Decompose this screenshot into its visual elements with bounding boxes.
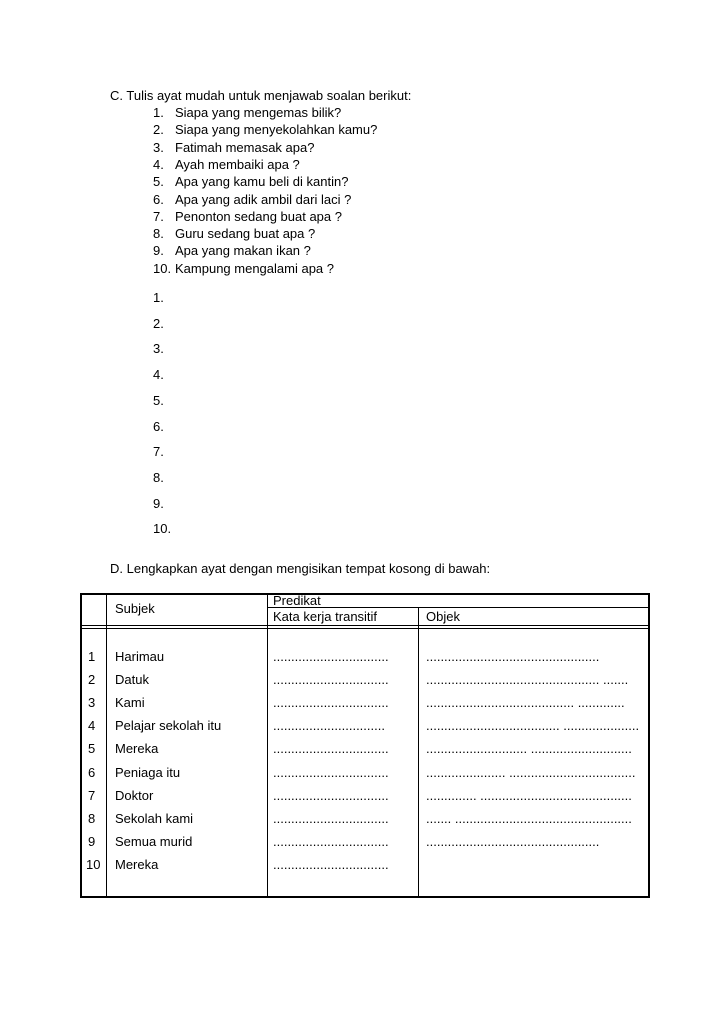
col-divider-num xyxy=(106,593,107,898)
question-text: Apa yang adik ambil dari laci ? xyxy=(175,192,352,207)
row-kata-kerja: ................................ xyxy=(273,834,389,849)
question-text: Siapa yang mengemas bilik? xyxy=(175,105,342,120)
row-objek: ................................................ ....... xyxy=(426,672,629,687)
row-subjek: Semua murid xyxy=(115,834,193,849)
row-kata-kerja: ................................ xyxy=(273,672,389,687)
question-number: 1. xyxy=(153,105,164,120)
question-number: 2. xyxy=(153,122,164,137)
row-objek: ....... ................................................. xyxy=(426,811,632,826)
row-kata-kerja: ................................ xyxy=(273,649,389,664)
section-c-title: C. Tulis ayat mudah untuk menjawab soalan berikut: xyxy=(110,88,412,103)
header-predikat: Predikat xyxy=(273,593,321,608)
answer-line: 2. xyxy=(153,316,164,331)
answer-line: 10. xyxy=(153,521,172,536)
header-subjek: Subjek xyxy=(115,601,155,616)
row-kata-kerja: ............................... xyxy=(273,718,385,733)
table-border-top xyxy=(80,593,650,595)
section-d-title: D. Lengkapkan ayat dengan mengisikan tempat kosong di bawah: xyxy=(110,561,491,576)
question-number: 9. xyxy=(153,243,164,258)
header-divider xyxy=(80,625,650,626)
row-subjek: Mereka xyxy=(115,857,159,872)
row-number: 5 xyxy=(88,741,96,756)
row-subjek: Kami xyxy=(115,695,145,710)
question-text: Apa yang makan ikan ? xyxy=(175,243,311,258)
row-subjek: Mereka xyxy=(115,741,159,756)
header-kata-kerja: Kata kerja transitif xyxy=(273,609,378,624)
question-text: Fatimah memasak apa? xyxy=(175,140,315,155)
answer-line: 9. xyxy=(153,496,164,511)
answer-line: 5. xyxy=(153,393,164,408)
row-kata-kerja: ................................ xyxy=(273,695,389,710)
row-subjek: Peniaga itu xyxy=(115,765,181,780)
question-number: 3. xyxy=(153,140,164,155)
question-number: 6. xyxy=(153,192,164,207)
answer-line: 3. xyxy=(153,341,164,356)
row-subjek: Harimau xyxy=(115,649,165,664)
predikat-divider xyxy=(267,607,650,608)
row-number: 1 xyxy=(88,649,96,664)
row-kata-kerja: ................................ xyxy=(273,788,389,803)
answer-line: 6. xyxy=(153,419,164,434)
row-number: 9 xyxy=(88,834,96,849)
question-text: Apa yang kamu beli di kantin? xyxy=(175,174,349,189)
header-objek: Objek xyxy=(426,609,460,624)
row-subjek: Datuk xyxy=(115,672,149,687)
row-objek: ...................... ................................... xyxy=(426,765,636,780)
table-border-bottom xyxy=(80,896,650,898)
question-number: 8. xyxy=(153,226,164,241)
fill-in-table xyxy=(80,593,650,898)
table-border-right xyxy=(648,593,650,898)
table-border-left xyxy=(80,593,82,898)
row-number: 2 xyxy=(88,672,96,687)
question-number: 7. xyxy=(153,209,164,224)
row-kata-kerja: ................................ xyxy=(273,765,389,780)
row-subjek: Pelajar sekolah itu xyxy=(115,718,222,733)
row-kata-kerja: ................................ xyxy=(273,811,389,826)
row-objek: ................................................ xyxy=(426,834,600,849)
row-subjek: Sekolah kami xyxy=(115,811,194,826)
row-objek: ......................................... ............. xyxy=(426,695,625,710)
row-objek: ............................ ............................ xyxy=(426,741,632,756)
answer-line: 8. xyxy=(153,470,164,485)
row-subjek: Doktor xyxy=(115,788,154,803)
row-objek: ................................................ xyxy=(426,649,600,664)
col-divider-subjek xyxy=(267,593,268,898)
question-text: Kampung mengalami apa ? xyxy=(175,261,334,276)
row-number: 3 xyxy=(88,695,96,710)
question-number: 4. xyxy=(153,157,164,172)
answer-line: 4. xyxy=(153,367,164,382)
header-divider-2 xyxy=(80,628,650,629)
row-kata-kerja: ................................ xyxy=(273,741,389,756)
answer-line: 7. xyxy=(153,444,164,459)
row-number: 8 xyxy=(88,811,96,826)
question-number: 5. xyxy=(153,174,164,189)
row-number: 10 xyxy=(86,857,101,872)
row-number: 7 xyxy=(88,788,96,803)
row-objek: ..................................... ..................... xyxy=(426,718,640,733)
row-kata-kerja: ................................ xyxy=(273,857,389,872)
row-number: 4 xyxy=(88,718,96,733)
question-text: Guru sedang buat apa ? xyxy=(175,226,316,241)
row-objek: .............. .......................................... xyxy=(426,788,632,803)
answer-line: 1. xyxy=(153,290,164,305)
col-divider-kerja xyxy=(418,608,419,898)
question-number: 10. xyxy=(153,261,172,276)
row-number: 6 xyxy=(88,765,96,780)
question-text: Ayah membaiki apa ? xyxy=(175,157,300,172)
question-text: Siapa yang menyekolahkan kamu? xyxy=(175,122,378,137)
question-text: Penonton sedang buat apa ? xyxy=(175,209,342,224)
